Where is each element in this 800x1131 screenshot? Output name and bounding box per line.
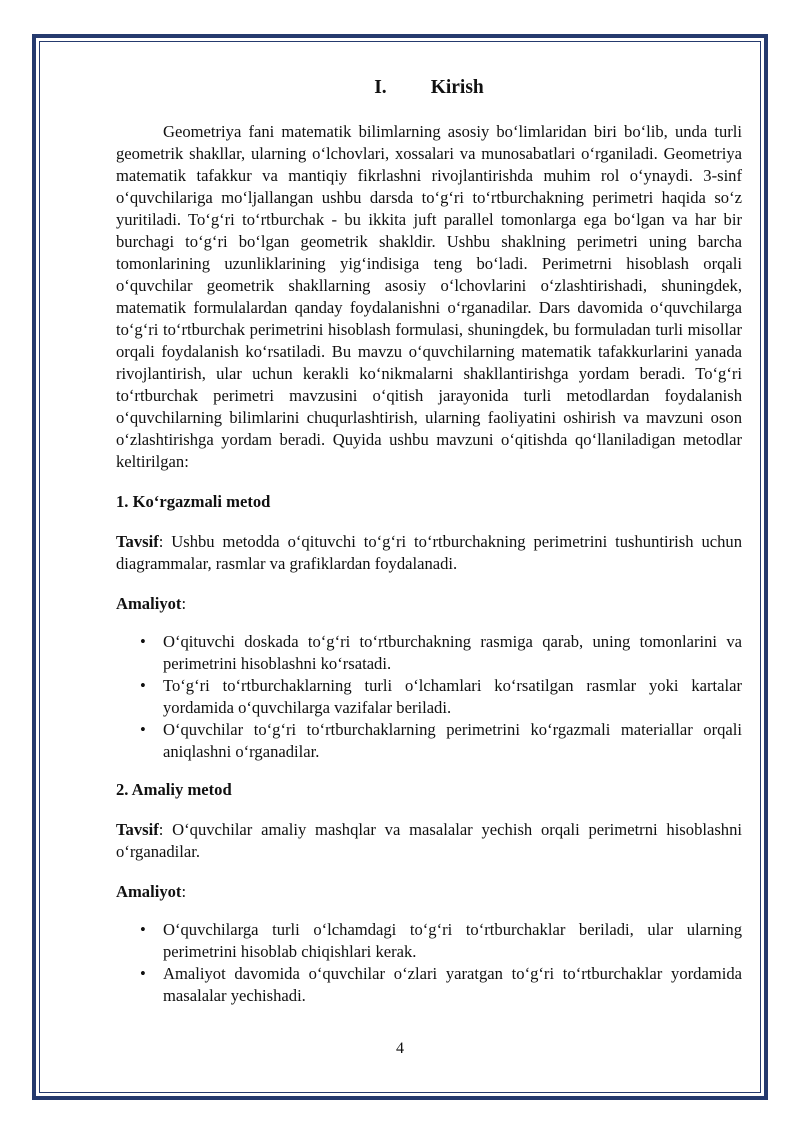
practice-label-line: [116, 881, 742, 903]
title-number: I.: [374, 77, 387, 98]
bullet-glyph: •: [140, 676, 146, 695]
list-item-text: Amaliyot davomida o‘quvchilar o‘zlari yaratgan to‘g‘ri to‘rtburchaklar yordamida masalalar yechishadi.: [163, 964, 742, 1005]
section-description: [116, 819, 742, 863]
description-label: Tavsif: [116, 820, 159, 839]
section-heading: 2. Amaliy metod: [116, 780, 232, 799]
list-item-text: O‘qituvchi doskada to‘g‘ri to‘rtburchakning rasmiga qarab, uning tomonlarini va perimetrini hisoblashni ko‘rsatadi.: [163, 632, 742, 673]
practice-colon: :: [181, 594, 187, 613]
practice-list: [116, 631, 742, 763]
practice-list: [116, 919, 742, 1007]
bullet-glyph: •: [140, 920, 146, 939]
description-text: : Ushbu metodda o‘qituvchi to‘g‘ri to‘rtburchakning perimetrini tushuntirish uchun diagrammalar, rasmlar va grafiklardan foydalanadi.: [116, 532, 742, 573]
description-label: Tavsif: [116, 532, 159, 551]
title-text: Kirish: [430, 77, 484, 98]
list-item: [116, 719, 742, 763]
list-item-text: O‘quvchilar to‘g‘ri to‘rtburchaklarning perimetrini ko‘rgazmali materiallar orqali aniqlashni o‘rganadilar.: [163, 720, 742, 761]
list-item-text: O‘quvchilarga turli o‘lchamdagi to‘g‘ri to‘rtburchaklar beriladi, ular ularning perimetrini hisoblab chiqishlari kerak.: [163, 920, 742, 961]
list-item-text: To‘g‘ri to‘rtburchaklarning turli o‘lchamlari ko‘rsatilgan rasmlar yoki kartalar yordamida o‘quvchilarga vazifalar beriladi.: [163, 676, 742, 717]
bullet-glyph: •: [140, 632, 146, 651]
list-item: [116, 631, 742, 675]
practice-label: Amaliyot: [116, 594, 182, 613]
document-body: [116, 74, 742, 1007]
intro-paragraph: Geometriya fani matematik bilimlarning asosiy bo‘limlaridan biri bo‘lib, unda turli geometrik shakllar, ularning o‘lchovlari, xossalari va munosabatlari o‘rganiladi. Geometriya matematik tafakkur va mantiqiy fikrlashni rivojlantirishda muhim rol o‘ynaydi. 3-sinf o‘quvchilariga mo‘ljallangan ushbu darsda to‘g‘ri to‘rtburchakning perimetri haqida so‘z yuritiladi. To‘g‘ri to‘rtburchak - bu ikkita juft parallel tomonlarga ega bo‘lgan va har bir burchagi to‘g‘ri bo‘lgan geometrik shakldir. Ushbu shaklning perimetri uning barcha tomonlarining uzunliklarining yig‘indisiga teng bo‘ladi. Perimetrni hisoblash orqali o‘quvchilar geometrik shakllarning asosiy o‘lchovlarini o‘zlashtirishadi, shuningdek, matematik formulalardan qanday foydalanishni o‘rganadilar. Dars davomida o‘quvchilarga to‘g‘ri to‘rtburchak perimetrini hisoblash formulasi, shuningdek, bu formuladan turli misollar orqali foydalanish ko‘rsatiladi. Bu mavzu o‘quvchilarning matematik tafakkurlarini yanada rivojlantirish, ular uchun kerakli ko‘nikmalarni shakllantirishga yordam beradi. To‘g‘ri to‘rtburchak perimetri mavzusini o‘qitish jarayonida turli metodlardan foydalanish o‘quvchilarning bilimlarini chuqurlashtirish, ularning faoliyatini oshirish va mavzuni oson o‘zlashtirishga yordam beradi. Quyida ushbu mavzuni o‘qitishda qo‘llaniladigan metodlar keltirilgan:: [116, 122, 742, 471]
practice-label: Amaliyot: [116, 882, 182, 901]
list-item: [116, 675, 742, 719]
bullet-glyph: •: [140, 964, 146, 983]
description-text: : O‘quvchilar amaliy mashqlar va masalalar yechish orqali perimetrni hisoblashni o‘rganadilar.: [116, 820, 742, 861]
practice-label-line: [116, 593, 742, 615]
section-heading: 1. Ko‘rgazmali metod: [116, 492, 271, 511]
section-description: [116, 531, 742, 575]
bullet-glyph: •: [140, 720, 146, 739]
page-number: 4: [396, 1040, 404, 1057]
practice-colon: :: [181, 882, 187, 901]
list-item: [116, 963, 742, 1007]
page-title: [116, 74, 742, 102]
list-item: [116, 919, 742, 963]
